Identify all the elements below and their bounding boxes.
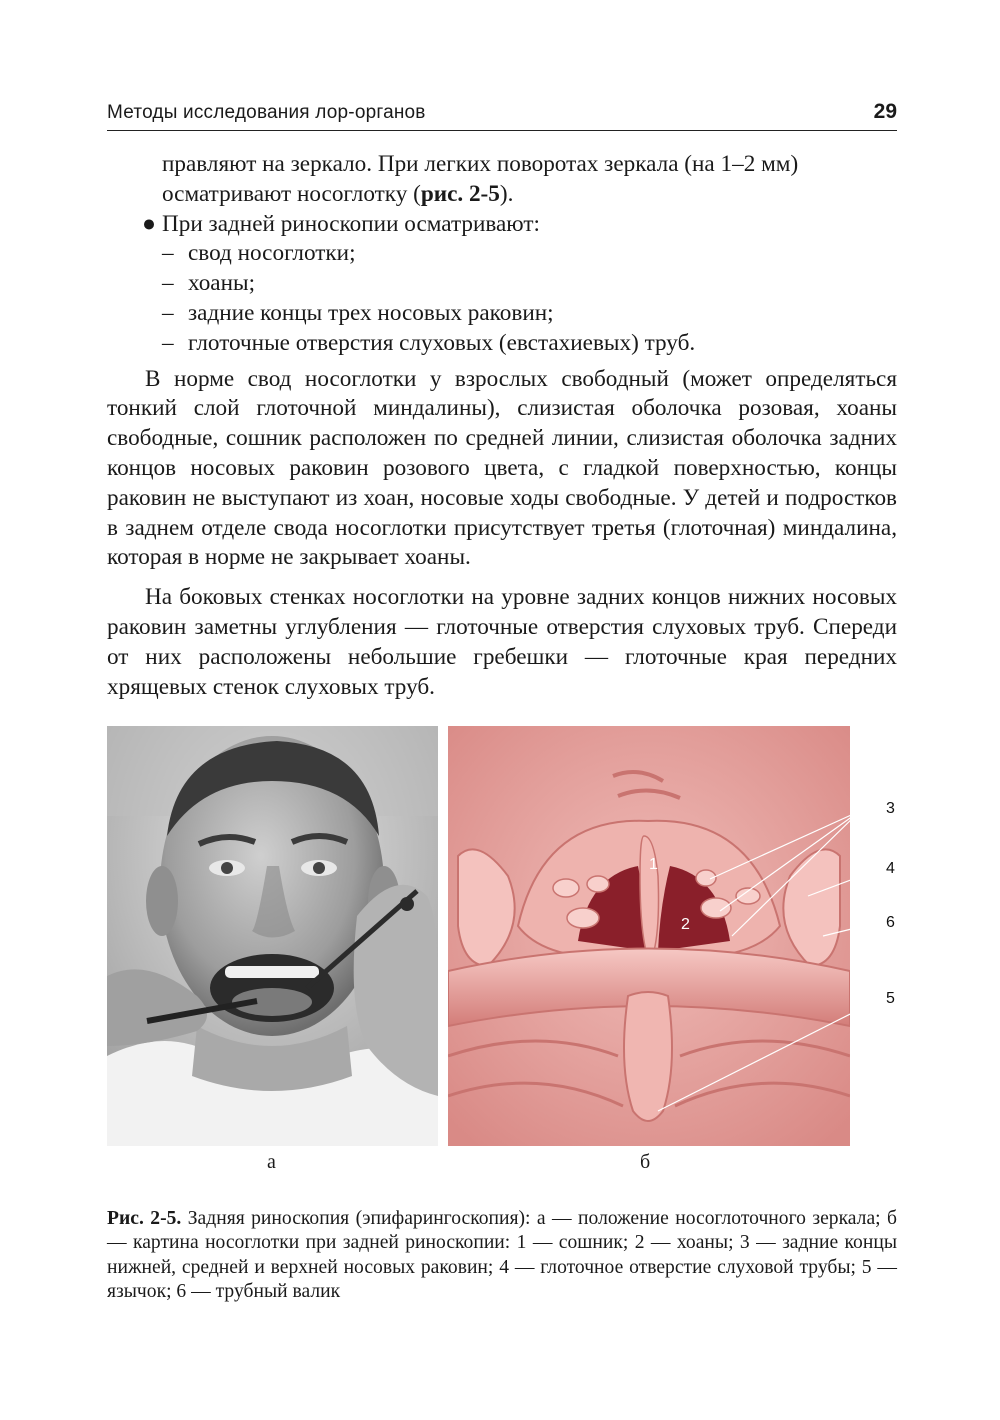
dash-item-text: глоточные отверстия слуховых (евстахиевых) труб. [188,329,696,356]
bullet-icon: ● [142,210,157,237]
dash-item [107,239,897,269]
continuation-line-1: правляют на зеркало. При легких поворотах зеркала (на 1–2 мм) [162,151,799,177]
patient-photo-illustration [107,726,438,1146]
continuation-line-2 [107,180,897,210]
body-text [107,150,897,702]
caption-label: Рис. 2-5. [107,1207,182,1229]
running-head-title: Методы исследования лор-органов [107,102,426,123]
callout-1-vomer: 1 [649,856,658,873]
callout-6-tubal-torus: 6 [886,914,895,931]
callout-leader-lines [448,726,918,1146]
bullet-text: При задней риноскопии осматривают: [162,210,540,237]
page-number: 29 [873,100,897,123]
figure-label-a: а [267,1151,276,1173]
dash-item-text: хоаны; [188,270,256,297]
dash-item-text: свод носоглотки; [188,240,356,267]
figure-label-b: б [640,1151,651,1173]
bullet-item [107,210,897,240]
paragraph-1: В норме свод носоглотки у взрослых свободный (может определяться тонкий слой глоточной миндалины), слизистая оболочка розовая, хоаны свободные, сошник расположен по средней линии, слизистая оболочка задних концов носовых раковин розового цвета, с гладкой поверхностью, концы раковин не выступают из хоан, носовые ходы свободные. У детей и подростков в заднем отделе свода носоглотки присутствует третья (глоточная) миндалина, которая в норме не закрывает хоаны. [107,365,897,571]
dash-item-text: задние концы трех носовых раковин; [188,299,554,326]
dash-icon: – [162,270,174,297]
dash-item [107,269,897,299]
callout-5-uvula: 5 [886,990,895,1007]
callout-2-choanae: 2 [681,916,690,933]
continuation-end: ). [499,180,514,207]
dash-icon: – [162,240,174,267]
figure-reference: рис. 2-5 [420,180,500,207]
caption-text: Задняя риноскопия (эпифарингоскопия): а — положение носоглоточного зеркала; б — картина носоглотки при задней риноскопии: 1 — сошник; 2 — хоаны; 3 — задние концы нижней, средней и верхней носовых раковин; 4 — глоточное отверстие слуховой трубы; 5 — язычок; 6 — трубный валик [107,1207,897,1303]
continuation-text: осматривают носоглотку ( [162,180,421,207]
callout-3-turbinates: 3 [886,800,895,817]
dash-icon: – [162,329,174,356]
dash-item [107,299,897,329]
figure-photo-a [107,726,438,1146]
dash-icon: – [162,299,174,326]
callout-4-tube-orifice: 4 [886,860,895,877]
dash-item [107,329,897,359]
figure-caption [107,1207,897,1305]
paragraph-2: На боковых стенках носоглотки на уровне задних концов нижних носовых раковин заметны углубления — глоточные отверстия слуховых труб. Спереди от них расположены небольшие гребешки — глоточные края передних хрящевых стенок слуховых труб. [107,584,897,700]
figure-callouts [448,726,918,1146]
running-head [107,96,897,131]
